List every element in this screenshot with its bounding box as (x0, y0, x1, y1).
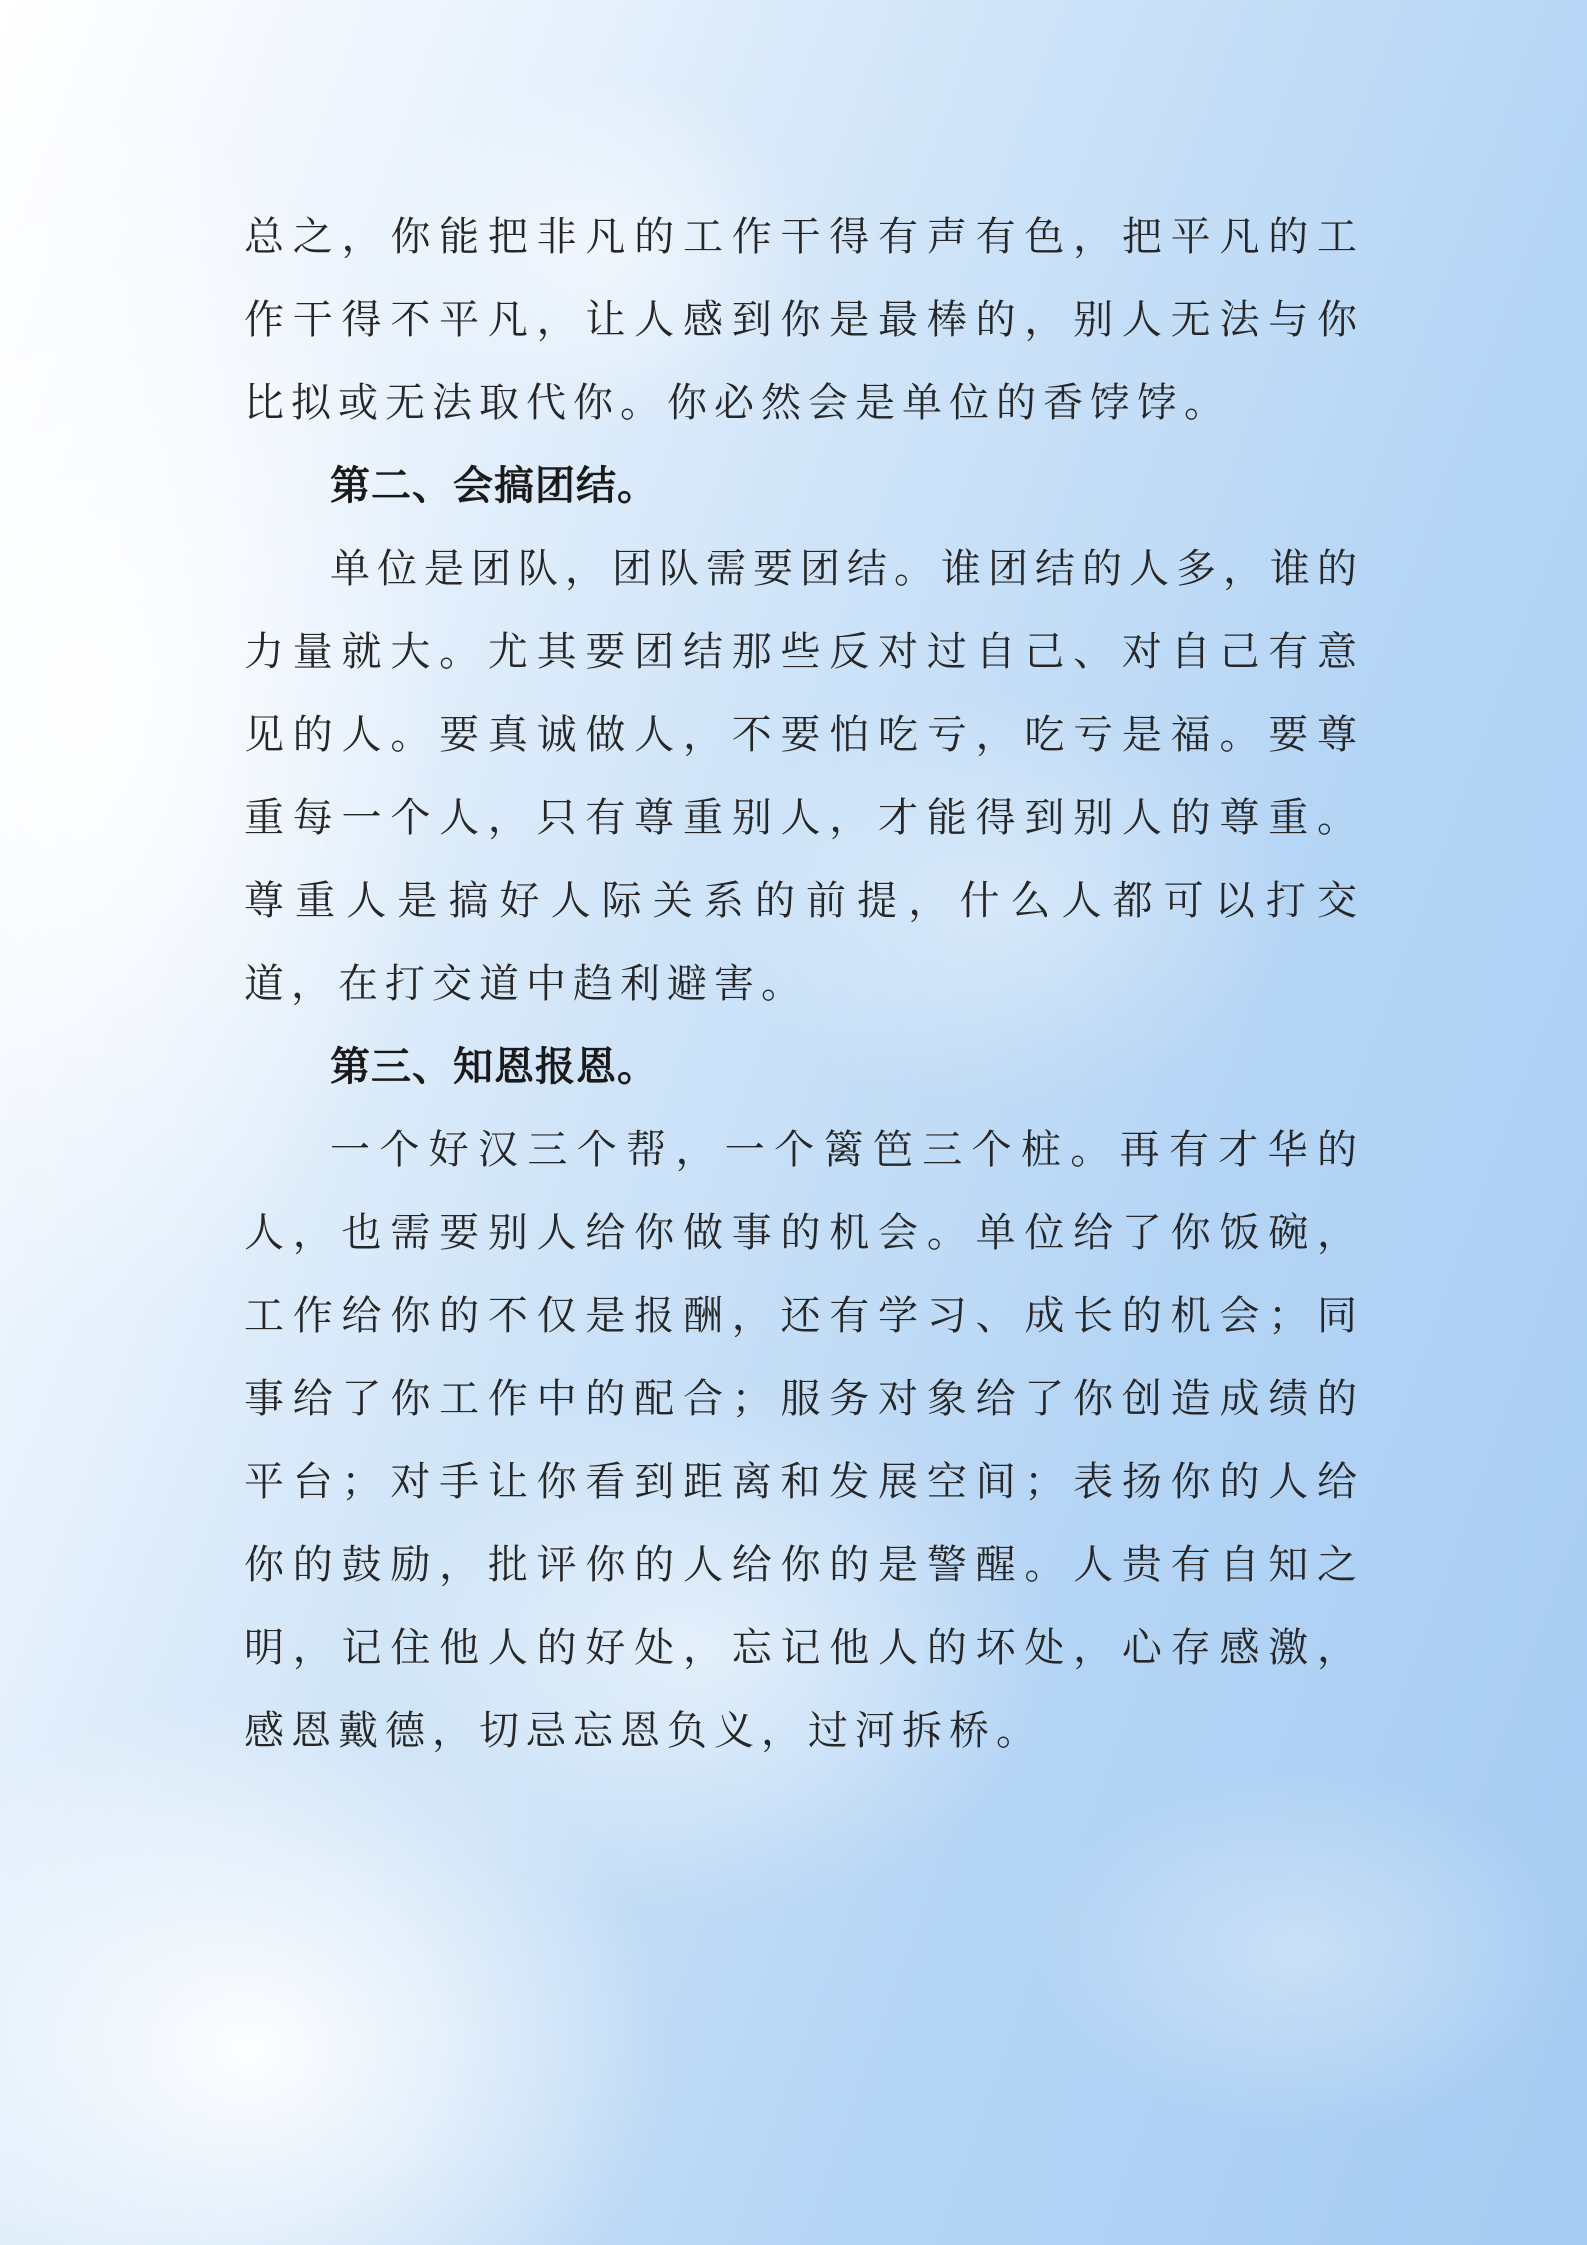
section-heading-gratitude: 第三、知恩报恩。 (330, 1044, 658, 1090)
section-heading-unity: 第二、会搞团结。 (330, 463, 658, 509)
text-block (244, 196, 1364, 1773)
paragraph-conclusion: 总之，你能把非凡的工作干得有声有色，把平凡的工作干得不平凡，让人感到你是最棒的，别人无法与你比拟或无法取代你。你必然会是单位的香饽饽。 (244, 214, 1364, 426)
paragraph-gratitude: 一个好汉三个帮，一个篱笆三个桩。再有才华的人，也需要别人给你做事的机会。单位给了你饭碗，工作给你的不仅是报酬，还有学习、成长的机会；同事给了你工作中的配合；服务对象给了你创造成绩的平台；对手让你看到距离和发展空间；表扬你的人给你的鼓励，批评你的人给你的是警醒。人贵有自知之明，记住他人的好处，忘记他人的坏处，心存感激，感恩戴德，切忌忘恩负义，过河拆桥。 (244, 1127, 1364, 1754)
paragraph-unity: 单位是团队，团队需要团结。谁团结的人多，谁的力量就大。尤其要团结那些反对过自己、对自己有意见的人。要真诚做人，不要怕吃亏，吃亏是福。要尊重每一个人，只有尊重别人，才能得到别人的尊重。尊重人是搞好人际关系的前提，什么人都可以打交道，在打交道中趋利避害。 (244, 546, 1364, 1007)
